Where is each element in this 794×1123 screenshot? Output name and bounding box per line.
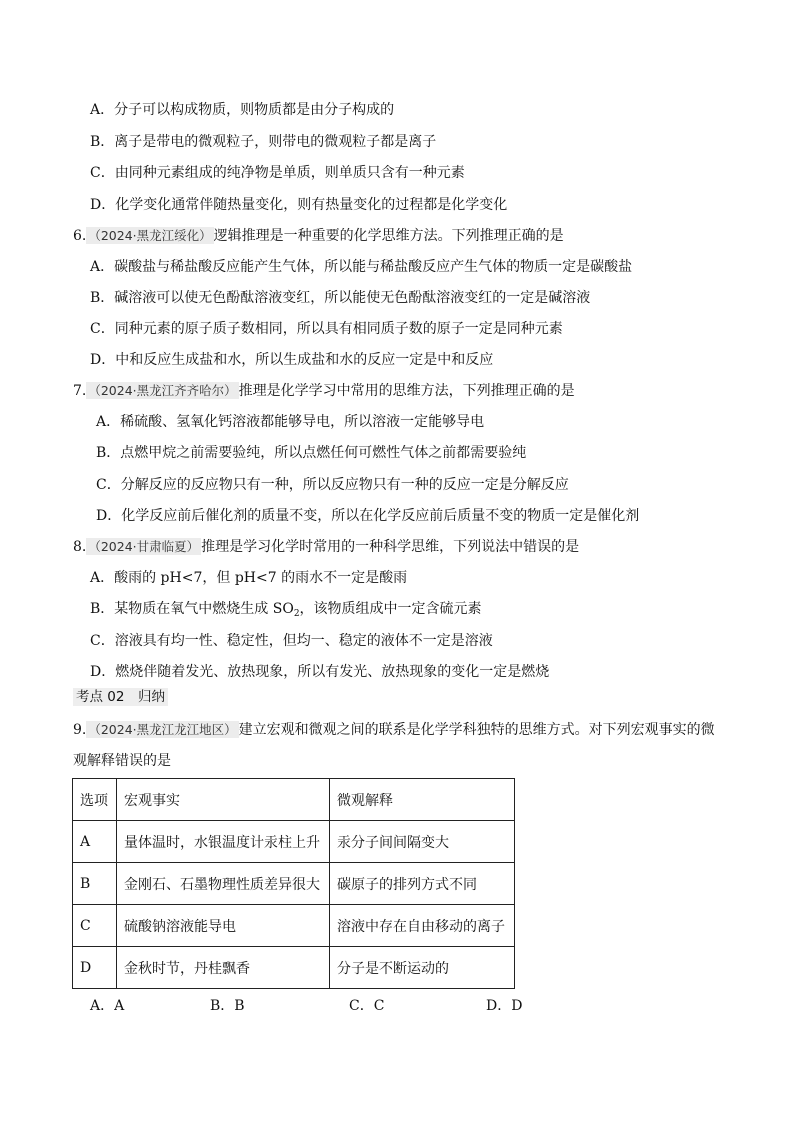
q7-stem (73, 382, 575, 400)
table-row (73, 863, 515, 905)
q6-number: 6. (73, 228, 87, 244)
table-header: 选项 (73, 779, 117, 821)
q9-table (72, 778, 515, 989)
q7-option-d: D．化学反应前后催化剂的质量不变，所以在化学反应前后质量不变的物质一定是催化剂 (96, 508, 640, 524)
section-heading: 考点 02 归纳 (73, 688, 168, 706)
q9-answer-d: D．D (486, 998, 523, 1014)
q7-option-a: A．稀硫酸、氢氧化钙溶液都能够导电，所以溶液一定能够导电 (96, 414, 485, 430)
q9-source: （2024·黑龙江龙江地区） (88, 722, 237, 737)
q8-option-b-text-end: ，该物质组成中一定含硫元素 (299, 601, 482, 617)
q6-option-a: A．碳酸盐与稀盐酸反应能产生气体，所以能与稀盐酸反应产生气体的物质一定是碳酸盐 (90, 259, 633, 275)
q6-option-d: D．中和反应生成盐和水，所以生成盐和水的反应一定是中和反应 (90, 352, 494, 368)
q6-option-c: C．同种元素的原子质子数相同，所以具有相同质子数的原子一定是同种元素 (90, 321, 563, 337)
q7-option-b: B．点燃甲烷之前需要验纯，所以点燃任何可燃性气体之前都需要验纯 (96, 445, 527, 461)
table-cell: 硫酸钠溶液能导电 (117, 905, 330, 947)
q8-option-b-text: B．某物质在氧气中燃烧生成 SO (90, 601, 294, 617)
q8-option-c: C．溶液具有均一性、稳定性，但均一、稳定的液体不一定是溶液 (90, 633, 493, 649)
table-cell: 碳原子的排列方式不同 (330, 863, 515, 905)
q8-stem-text: 推理是学习化学时常用的一种科学思维，下列说法中错误的是 (201, 539, 580, 555)
table-row (73, 947, 515, 989)
q6-stem-text: 逻辑推理是一种重要的化学思维方法。下列推理正确的是 (213, 228, 564, 244)
q8-option-b (90, 600, 482, 618)
table-row (73, 905, 515, 947)
q9-stem-text-2: 观解释错误的是 (73, 753, 171, 769)
q7-source: （2024·黑龙江齐齐哈尔） (88, 383, 237, 398)
q9-answer-c: C．C (349, 998, 385, 1014)
q8-number: 8. (73, 539, 87, 555)
table-cell: 分子是不断运动的 (330, 947, 515, 989)
q9-answer-b: B．B (210, 998, 245, 1014)
q9-answer-a: A．A (90, 998, 125, 1014)
table-header: 微观解释 (330, 779, 515, 821)
q7-number: 7. (73, 383, 87, 399)
q9-stem-text-1: 建立宏观和微观之间的联系是化学学科独特的思维方式。对下列宏观事实的微 (238, 722, 715, 738)
table-cell: 金秋时节，丹桂飘香 (117, 947, 330, 989)
q6-stem (73, 227, 564, 245)
table-cell: 金刚石、石墨物理性质差异很大 (117, 863, 330, 905)
q8-option-d: D．燃烧伴随着发光、放热现象，所以有发光、放热现象的变化一定是燃烧 (90, 664, 550, 680)
table-cell: A (73, 821, 117, 863)
table-cell: 量体温时，水银温度计汞柱上升 (117, 821, 330, 863)
q7-stem-text: 推理是化学学习中常用的思维方法，下列推理正确的是 (238, 383, 575, 399)
table-header: 宏观事实 (117, 779, 330, 821)
q9-stem (73, 721, 715, 739)
q8-option-a: A．酸雨的 pH<7，但 pH<7 的雨水不一定是酸雨 (90, 570, 408, 586)
q7-option-c: C．分解反应的反应物只有一种，所以反应物只有一种的反应一定是分解反应 (96, 477, 569, 493)
table-cell: D (73, 947, 117, 989)
q5-option-c: C．由同种元素组成的纯净物是单质，则单质只含有一种元素 (90, 165, 465, 181)
table-cell: C (73, 905, 117, 947)
q5-option-b: B．离子是带电的微观粒子，则带电的微观粒子都是离子 (90, 134, 437, 150)
table-cell: 溶液中存在自由移动的离子 (330, 905, 515, 947)
q5-option-a: A．分子可以构成物质，则物质都是由分子构成的 (90, 102, 395, 118)
q6-source: （2024·黑龙江绥化） (88, 228, 212, 243)
table-cell: B (73, 863, 117, 905)
table-header-row (73, 779, 515, 821)
table-row (73, 821, 515, 863)
q8-stem (73, 538, 579, 556)
q5-option-d: D．化学变化通常伴随热量变化，则有热量变化的过程都是化学变化 (90, 197, 508, 213)
q8-option-b-subscript: 2 (293, 609, 300, 619)
q9-number: 9. (73, 722, 87, 738)
q8-source: （2024·甘肃临夏） (88, 539, 200, 554)
table-cell: 汞分子间间隔变大 (330, 821, 515, 863)
q6-option-b: B．碱溶液可以使无色酚酞溶液变红，所以能使无色酚酞溶液变红的一定是碱溶液 (90, 290, 591, 306)
